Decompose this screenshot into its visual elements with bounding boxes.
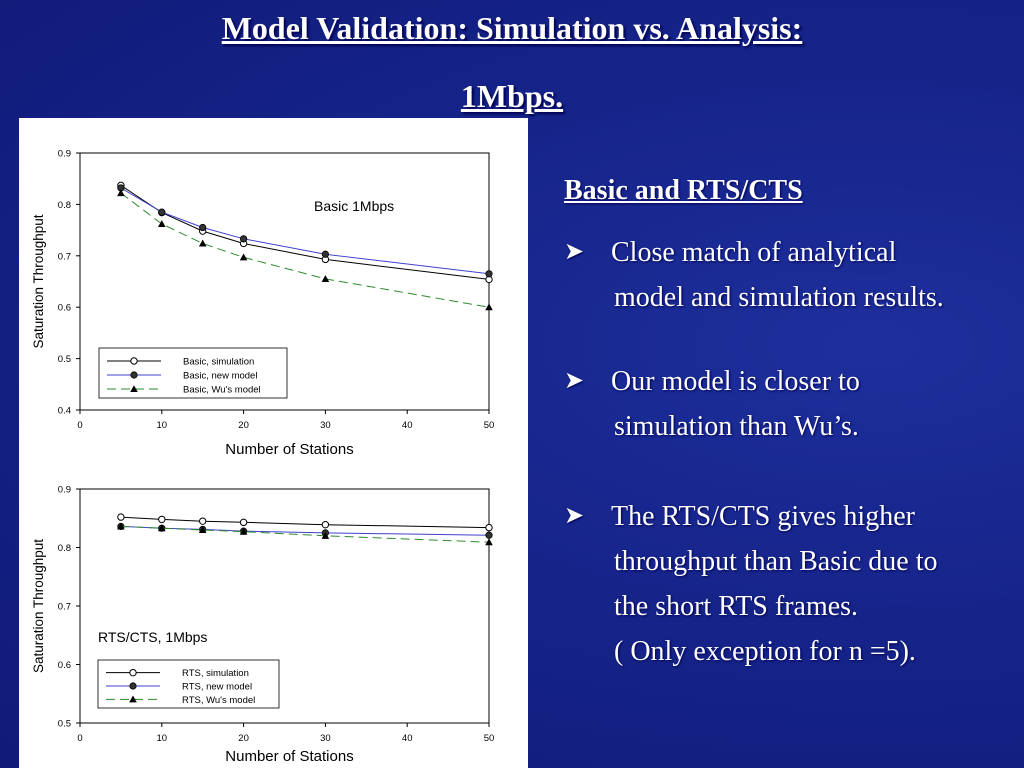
slide-title-line-1: Model Validation: Simulation vs. Analysis: [221,10,803,46]
data-point [199,240,207,247]
data-point [485,303,493,310]
legend-label: Basic, Wu's model [183,384,261,396]
legend-label: RTS, Wu's model [182,694,256,706]
data-point [486,271,492,277]
bullet-line: throughput than Basic due to [614,546,938,577]
legend-label: RTS, new model [182,681,253,693]
y-axis-label: Saturation Throughput [31,214,46,349]
data-point [118,514,124,520]
series-line [121,188,489,274]
bullet-item-3 [564,494,938,674]
y-tick-label: 0.7 [57,251,71,263]
bullet-line: simulation than Wu’s. [614,411,859,442]
y-tick-label: 0.7 [57,601,71,613]
legend-label: Basic, simulation [183,356,255,368]
x-tick-label: 40 [401,733,413,744]
legend-marker [130,683,136,689]
y-tick-label: 0.9 [57,148,71,160]
data-point [486,524,492,530]
y-tick-label: 0.5 [57,718,71,730]
legend-label: Basic, new model [183,370,258,382]
bullet-line: Our model is closer to [611,366,860,397]
x-tick-label: 30 [320,420,331,431]
bullet-item-1 [564,230,944,320]
x-tick-label: 20 [238,733,249,744]
chart-panel [19,118,528,768]
y-tick-label: 0.9 [57,484,71,496]
bullet-line: The RTS/CTS gives higher [611,501,915,532]
arrowhead-bullet-icon: ➤ [564,368,585,394]
x-tick-label: 20 [238,420,249,431]
series-line [121,185,489,279]
data-point [200,518,206,524]
data-point [200,224,206,230]
y-tick-label: 0.8 [57,199,71,211]
x-tick-label: 50 [483,420,495,431]
bullet-heading: Basic and RTS/CTS [564,175,803,206]
data-point [322,251,328,257]
y-tick-label: 0.6 [57,302,71,314]
x-tick-label: 0 [77,733,83,744]
chart-annotation: Basic 1Mbps [314,198,395,214]
series-line [121,526,489,535]
bullet-line: ( Only exception for n =5). [614,636,916,667]
charts-figure [19,118,528,768]
y-axis-label: Saturation Throughput [31,538,46,674]
y-tick-label: 0.5 [57,354,71,366]
bullet-item-2 [564,359,860,449]
x-axis-label: Number of Stations [225,748,354,765]
data-point [159,209,165,215]
data-point [240,519,246,525]
x-axis-label: Number of Stations [225,441,354,458]
arrowhead-bullet-icon: ➤ [564,503,585,529]
x-tick-label: 0 [77,420,83,431]
chart-annotation: RTS/CTS, 1Mbps [98,629,208,645]
data-point [240,236,246,242]
arrowhead-bullet-icon: ➤ [564,239,585,265]
legend-marker [131,372,137,378]
data-point [159,516,165,522]
legend-label: RTS, simulation [182,668,249,680]
legend-marker [131,358,137,364]
slide-title-line-2: 1Mbps. [460,78,564,114]
legend-marker [130,669,136,675]
y-tick-label: 0.6 [57,660,71,671]
bullet-line: Close match of analytical [611,237,897,268]
bullet-line: the short RTS frames. [614,591,859,622]
data-point [322,521,328,527]
x-tick-label: 10 [156,733,168,744]
series-line [121,517,489,528]
x-tick-label: 30 [320,733,331,744]
x-tick-label: 40 [401,420,413,431]
y-tick-label: 0.8 [57,543,71,554]
x-tick-label: 50 [483,733,495,744]
data-point [486,532,492,538]
bullet-line: model and simulation results. [614,282,944,313]
x-tick-label: 10 [156,420,168,431]
data-point [158,220,166,227]
data-point [240,254,248,261]
y-tick-label: 0.4 [57,405,71,417]
data-point [322,275,330,282]
